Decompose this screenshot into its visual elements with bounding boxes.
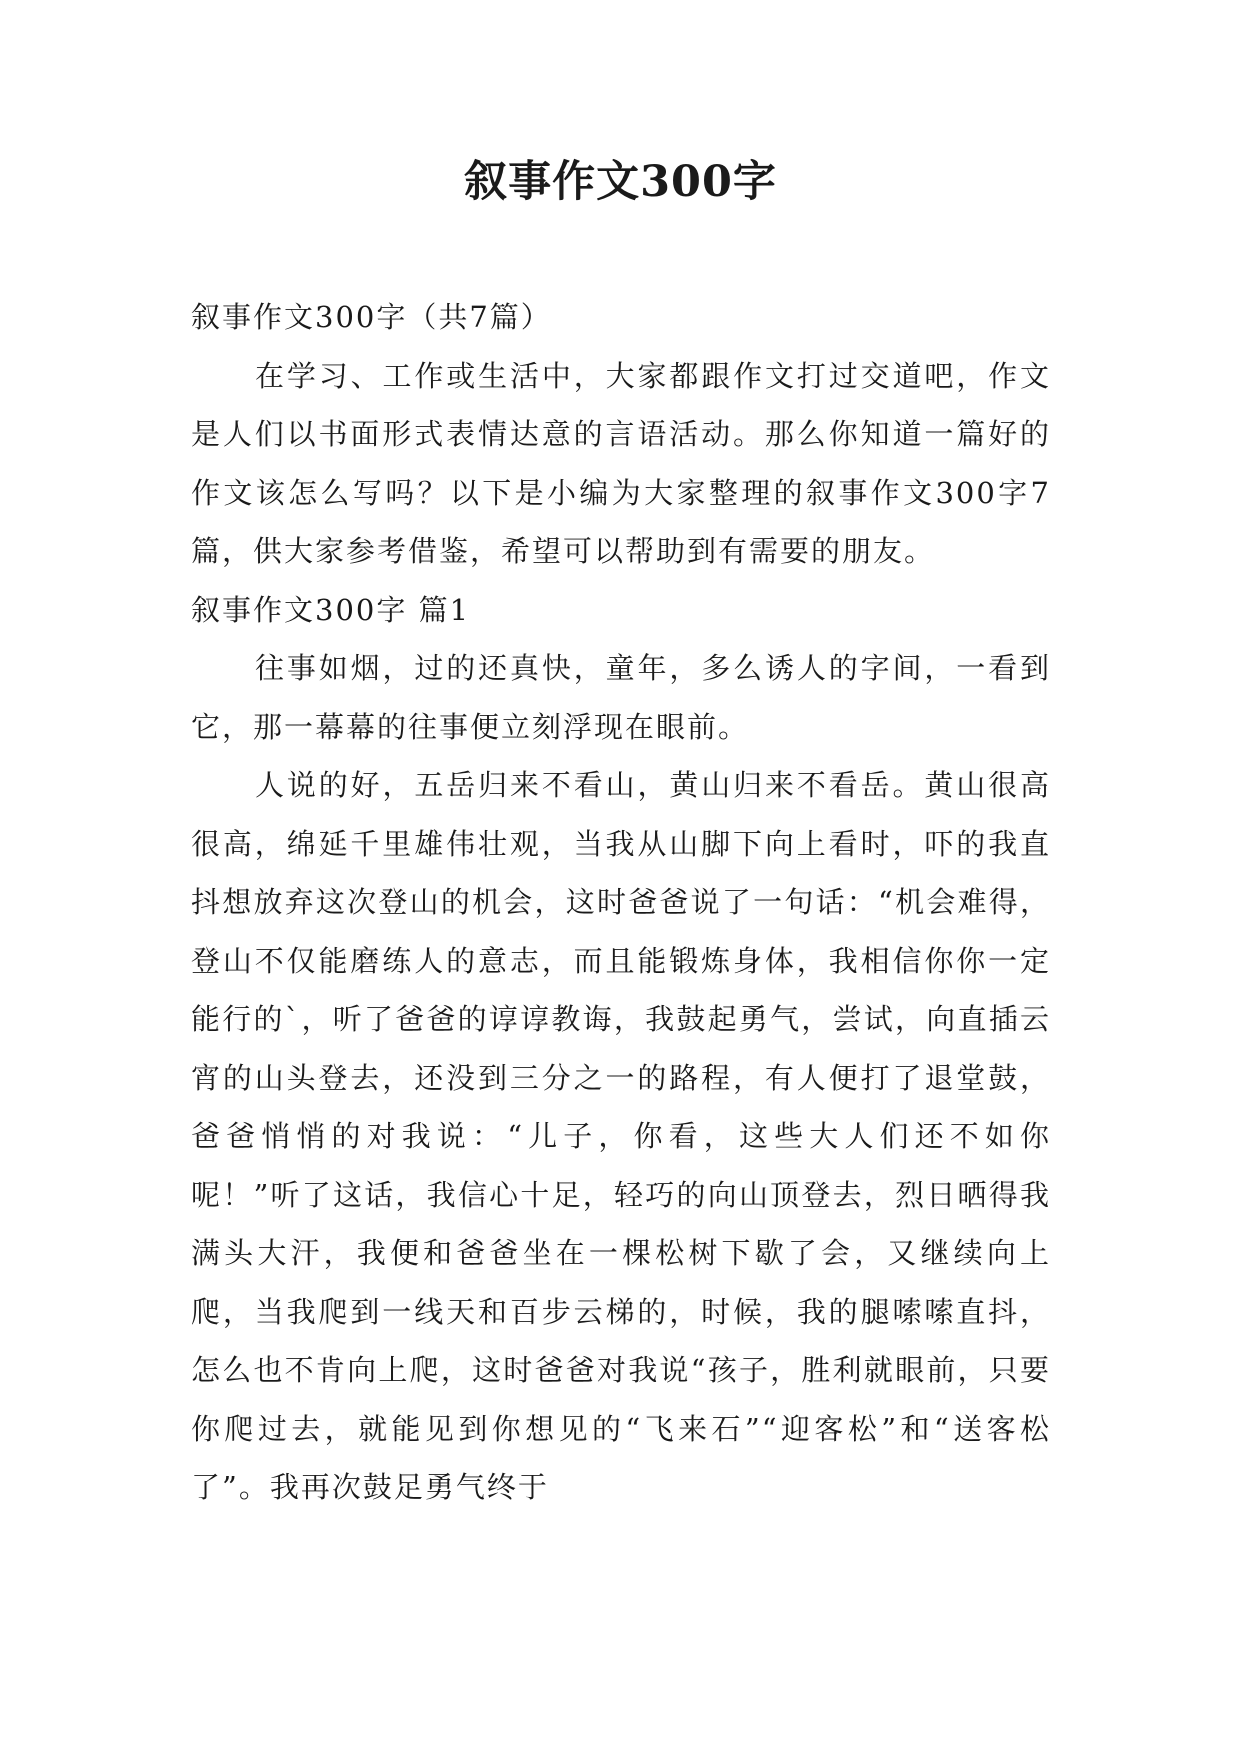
body-paragraph-2: 人说的好，五岳归来不看山，黄山归来不看岳。黄山很高很高，绵延千里雄伟壮观，当我从山脚下向上看时，吓的我直抖想放弃这次登山的机会，这时爸爸说了一句话：“机会难得，登山不仅能磨练人的意志，而且能锻炼身体，我相信你你一定能行的`，听了爸爸的谆谆教诲，我鼓起勇气，尝试，向直插云宵的山头登去，还没到三分之一的路程，有人便打了退堂鼓，爸爸悄悄的对我说：“儿子，你看，这些大人们还不如你呢！”听了这话，我信心十足，轻巧的向山顶登去，烈日晒得我满头大汗，我便和爸爸坐在一棵松树下歇了会，又继续向上爬，当我爬到一线天和百步云梯的，时候，我的腿嗦嗦直抖，怎么也不肯向上爬，这时爸爸对我说“孩子，胜利就眼前，只要你爬过去，就能见到你想见的“飞来石”“迎客松”和“送客松了”。我再次鼓足勇气终于 — [191, 768, 1051, 1504]
body-paragraph-1: 往事如烟，过的还真快，童年，多么诱人的字间，一看到它，那一幕幕的往事便立刻浮现在眼前。 — [191, 651, 1051, 744]
section-heading: 叙事作文300字 篇1 — [191, 592, 471, 627]
intro-paragraph: 在学习、工作或生活中，大家都跟作文打过交道吧，作文是人们以书面形式表情达意的言语活动。那么你知道一篇好的作文该怎么写吗？以下是小编为大家整理的叙事作文300字7篇，供大家参考借鉴，希望可以帮助到有需要的朋友。 — [191, 358, 1051, 568]
document-subtitle: 叙事作文300字（共7篇） — [191, 300, 552, 334]
document-body — [191, 288, 1051, 1517]
document-title: 叙事作文300字 — [464, 157, 777, 207]
